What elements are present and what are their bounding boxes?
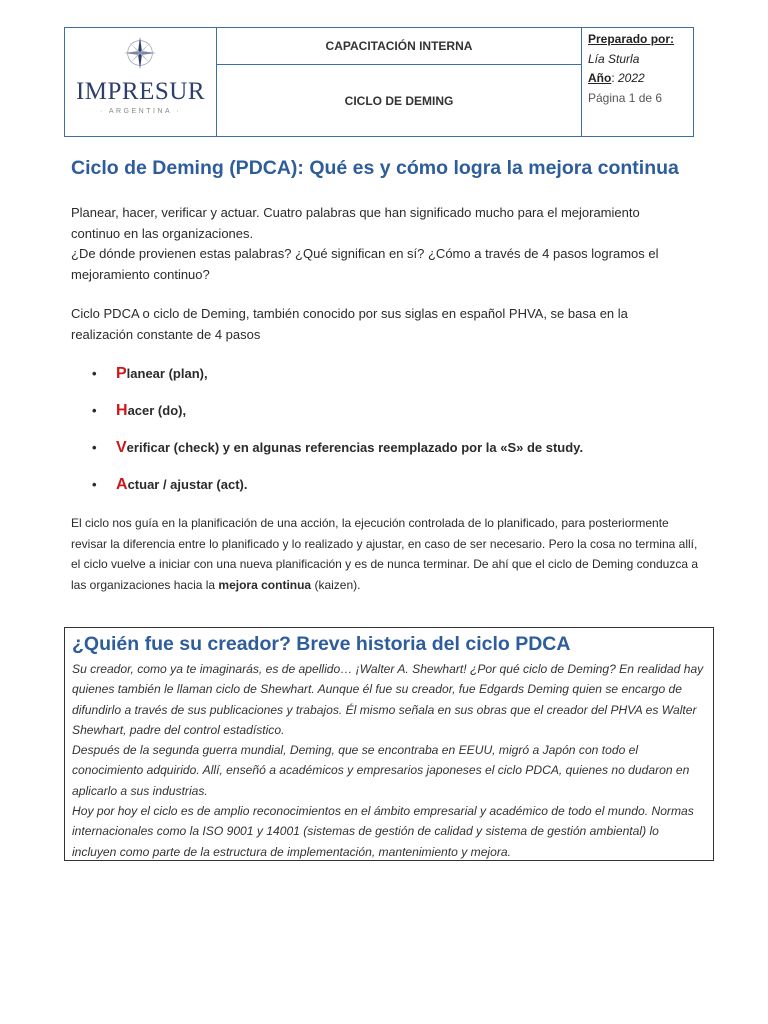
header-meta	[582, 28, 693, 136]
logo-cell	[65, 28, 217, 136]
history-paragraph: Después de la segunda guerra mundial, Deming, que se encontraba en EEUU, migró a Japón con todo el conocimiento adquirido. Allí, enseñó a académicos y empresarios japoneses el ciclo PDCA, quienes no dudaron en aplicarlo a sus industrias.	[72, 743, 690, 798]
header-middle	[217, 28, 582, 136]
prepared-by-value: Lía Sturla	[588, 51, 640, 66]
intro-line-2: ¿De dónde provienen estas palabras? ¿Qué significan en sí? ¿Cómo a través de 4 pasos logramos el mejoramiento continuo?	[71, 246, 659, 282]
list-item: • Verificar (check) y en algunas referencias reemplazado por la «S» de study.	[92, 439, 584, 456]
intro-paragraph	[71, 203, 691, 285]
history-paragraph: Su creador, como ya te imaginarás, es de apellido… ¡Walter A. Shewhart! ¿Por qué ciclo de Deming? En realidad hay quienes también le llaman ciclo de Shewhart. Aunque él fue su creador, fue Edgards Deming quien se encargo de difundirlo a través de sus publicaciones y trabajos. Él mismo señala en sus obras que el creador del PHVA es Walter Shewhart, padre del control estadístico.	[72, 662, 704, 737]
page-title: Ciclo de Deming (PDCA): Qué es y cómo logra la mejora continua	[71, 157, 679, 179]
cycle-paragraph: El ciclo nos guía en la planificación de una acción, la ejecución controlada de lo planificado, para posteriormente revisar la diferencia entre lo planificado y lo realizado y ajustar, en caso de ser necesario. Pero la cosa no termina allí, el ciclo vuelve a iniciar con una nueva planificación y es de nunca terminar. De ahí que el ciclo de Deming conduzca a las organizaciones hacia la mejora continua (kaizen).	[71, 516, 699, 592]
page-number: Página 1 de 6	[588, 90, 663, 105]
logo-name: IMPRESUR	[75, 78, 206, 105]
year-row: Año: 2022	[588, 71, 645, 85]
intro-line-1: Planear, hacer, verificar y actuar. Cuatro palabras que han significado mucho para el mejoramiento continuo en las organizaciones.	[71, 205, 640, 241]
pdca-steps-list	[92, 364, 583, 512]
pdca-intro-paragraph: Ciclo PDCA o ciclo de Deming, también conocido por sus siglas en español PHVA, se basa en la realización constante de 4 pasos	[71, 306, 628, 342]
header-table	[64, 27, 694, 137]
logo-subtitle: · ARGENTINA ·	[99, 108, 182, 115]
compass-rose-icon	[121, 34, 159, 72]
history-box	[64, 627, 714, 861]
history-title: ¿Quién fue su creador? Breve historia del ciclo PDCA	[72, 633, 571, 655]
list-item: • Hacer (do),	[92, 402, 187, 419]
history-paragraph: Hoy por hoy el ciclo es de amplio reconocimientos en el ámbito empresarial y académico de todo el mundo. Normas internacionales como la ISO 9001 y 14001 (sistemas de gestión de calidad y sistema de gestión ambiental) lo incluyen como parte de la estructura de implementación, mantenimiento y mejora.	[72, 804, 694, 859]
prepared-by-label: Preparado por:	[588, 32, 675, 46]
history-text	[72, 659, 706, 862]
header-category: CAPACITACIÓN INTERNA	[217, 28, 581, 65]
list-item: • Actuar / ajustar (act).	[92, 476, 248, 493]
list-item: • Planear (plan),	[92, 365, 208, 382]
header-doc-title: CICLO DE DEMING	[344, 93, 454, 108]
